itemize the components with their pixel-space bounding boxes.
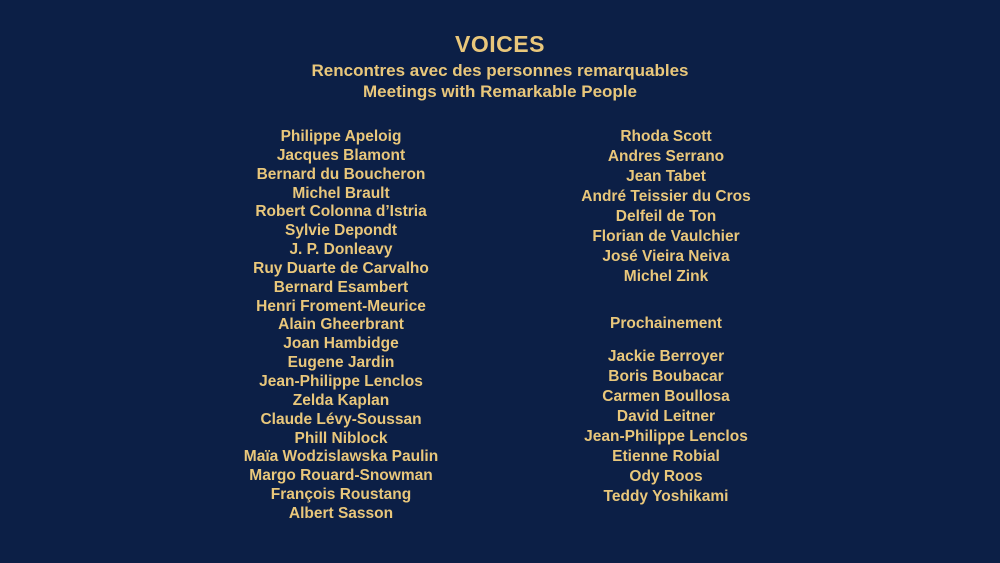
name-item: Jackie Berroyer [607, 348, 725, 365]
upcoming-heading: Prochainement [610, 315, 722, 332]
name-item: J. P. Donleavy [289, 241, 393, 259]
name-item: Phill Niblock [294, 429, 388, 447]
name-item: Michel Zink [623, 268, 709, 285]
name-item: Alain Gheerbrant [278, 316, 404, 334]
name-item: Robert Colonna d’Istria [255, 203, 427, 221]
name-item: Philippe Apeloig [280, 128, 402, 145]
name-item: Margo Rouard-Snowman [249, 467, 433, 485]
name-item: Jacques Blamont [276, 146, 406, 164]
name-item: Ody Roos [629, 468, 703, 485]
name-item: Etienne Robial [612, 448, 720, 465]
subtitle-english: Meetings with Remarkable People [363, 82, 637, 101]
name-item: Teddy Yoshikami [603, 488, 729, 505]
name-item: Eugene Jardin [287, 354, 395, 372]
names-list-left [191, 128, 491, 524]
name-item: Bernard Esambert [273, 278, 409, 296]
name-item: Ruy Duarte de Carvalho [253, 259, 429, 277]
upcoming-names-list [516, 347, 816, 507]
subtitle-french: Rencontres avec des personnes remarquables [311, 61, 689, 80]
name-item: Delfeil de Ton [615, 208, 717, 225]
name-item: Zelda Kaplan [292, 391, 390, 409]
name-item: Jean Tabet [626, 168, 706, 185]
name-item: Boris Boubacar [608, 368, 724, 385]
name-item: Jean-Philippe Lenclos [584, 428, 748, 445]
name-item: Maïa Wodzislawska Paulin [243, 448, 439, 466]
name-item: Florian de Vaulchier [592, 228, 740, 245]
name-item: Carmen Boullosa [602, 388, 730, 405]
name-item: François Roustang [270, 486, 412, 504]
name-item: André Teissier du Cros [581, 188, 751, 205]
name-item: Michel Brault [292, 184, 390, 202]
page-title: VOICES [455, 31, 545, 57]
name-item: Joan Hambidge [283, 335, 399, 353]
name-item: Henri Froment-Meurice [256, 297, 426, 315]
name-item: Sylvie Depondt [285, 222, 397, 240]
name-item: Andres Serrano [607, 148, 725, 165]
name-item: Claude Lévy-Soussan [260, 410, 422, 428]
name-item: David Leitner [616, 408, 716, 425]
names-list-right [516, 127, 816, 287]
name-item: Bernard du Boucheron [256, 165, 426, 183]
name-item: José Vieira Neiva [602, 248, 730, 265]
name-item: Jean-Philippe Lenclos [259, 372, 423, 390]
name-item: Rhoda Scott [620, 128, 712, 145]
name-item: Albert Sasson [288, 504, 394, 522]
